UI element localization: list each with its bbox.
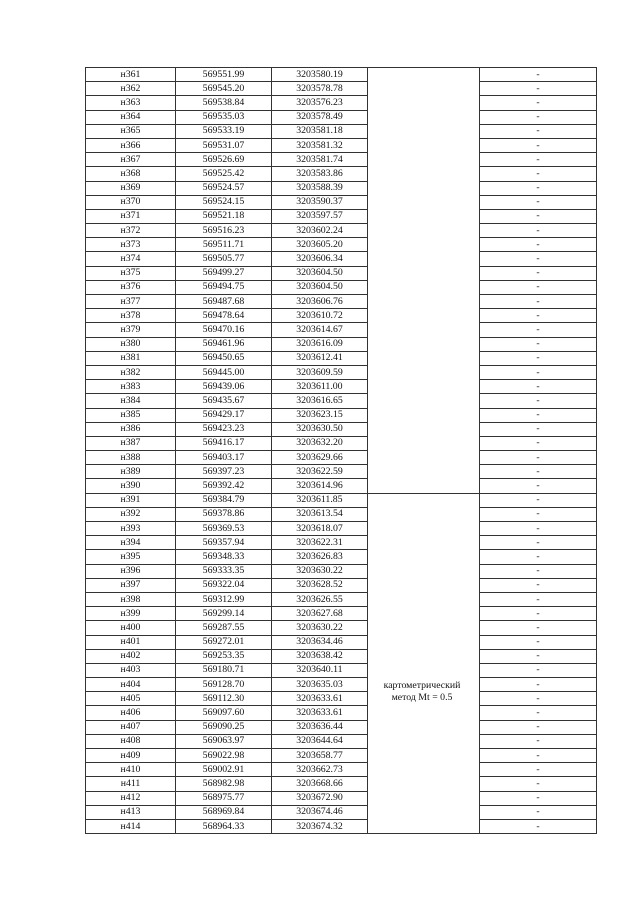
accuracy-cell: - xyxy=(480,536,597,550)
accuracy-cell: - xyxy=(480,138,597,152)
table-row xyxy=(86,82,597,96)
y-coordinate-cell: 3203614.96 xyxy=(272,479,368,493)
point-name-cell: н371 xyxy=(86,209,176,223)
accuracy-cell: - xyxy=(480,734,597,748)
y-coordinate-cell: 3203583.86 xyxy=(272,167,368,181)
accuracy-cell: - xyxy=(480,124,597,138)
accuracy-cell: - xyxy=(480,181,597,195)
table-row xyxy=(86,451,597,465)
accuracy-cell: - xyxy=(480,238,597,252)
point-name-cell: н361 xyxy=(86,68,176,82)
table-row xyxy=(86,96,597,110)
accuracy-cell: - xyxy=(480,621,597,635)
x-coordinate-cell: 569531.07 xyxy=(176,138,272,152)
table-row xyxy=(86,649,597,663)
x-coordinate-cell: 569392.42 xyxy=(176,479,272,493)
table-row xyxy=(86,777,597,791)
point-name-cell: н365 xyxy=(86,124,176,138)
table-row xyxy=(86,692,597,706)
x-coordinate-cell: 569524.15 xyxy=(176,195,272,209)
point-name-cell: н400 xyxy=(86,621,176,635)
accuracy-cell: - xyxy=(480,82,597,96)
method-formula: метод Mt = 0.5 xyxy=(391,692,453,704)
accuracy-cell: - xyxy=(480,592,597,606)
y-coordinate-cell: 3203630.22 xyxy=(272,621,368,635)
point-name-cell: н370 xyxy=(86,195,176,209)
point-name-cell: н385 xyxy=(86,408,176,422)
x-coordinate-cell: 569525.42 xyxy=(176,167,272,181)
x-coordinate-cell: 569499.27 xyxy=(176,266,272,280)
table-row xyxy=(86,819,597,833)
point-name-cell: н395 xyxy=(86,550,176,564)
point-name-cell: н408 xyxy=(86,734,176,748)
x-coordinate-cell: 569494.75 xyxy=(176,280,272,294)
point-name-cell: н380 xyxy=(86,337,176,351)
method-cell xyxy=(368,493,480,834)
x-coordinate-cell: 569299.14 xyxy=(176,607,272,621)
accuracy-cell: - xyxy=(480,635,597,649)
x-coordinate-cell: 569312.99 xyxy=(176,592,272,606)
y-coordinate-cell: 3203635.03 xyxy=(272,678,368,692)
table-row xyxy=(86,394,597,408)
accuracy-cell: - xyxy=(480,578,597,592)
table-row xyxy=(86,295,597,309)
x-coordinate-cell: 569450.65 xyxy=(176,351,272,365)
point-name-cell: н402 xyxy=(86,649,176,663)
x-coordinate-cell: 569180.71 xyxy=(176,663,272,677)
table-row xyxy=(86,309,597,323)
point-name-cell: н384 xyxy=(86,394,176,408)
point-name-cell: н381 xyxy=(86,351,176,365)
point-name-cell: н405 xyxy=(86,692,176,706)
accuracy-cell: - xyxy=(480,479,597,493)
y-coordinate-cell: 3203590.37 xyxy=(272,195,368,209)
point-name-cell: н393 xyxy=(86,522,176,536)
x-coordinate-cell: 569287.55 xyxy=(176,621,272,635)
accuracy-cell: - xyxy=(480,224,597,238)
point-name-cell: н409 xyxy=(86,749,176,763)
accuracy-cell: - xyxy=(480,167,597,181)
accuracy-cell: - xyxy=(480,266,597,280)
accuracy-cell: - xyxy=(480,252,597,266)
accuracy-cell: - xyxy=(480,309,597,323)
accuracy-cell: - xyxy=(480,153,597,167)
point-name-cell: н382 xyxy=(86,365,176,379)
accuracy-cell: - xyxy=(480,295,597,309)
table-row xyxy=(86,422,597,436)
y-coordinate-cell: 3203658.77 xyxy=(272,749,368,763)
accuracy-cell: - xyxy=(480,678,597,692)
x-coordinate-cell: 569112.30 xyxy=(176,692,272,706)
x-coordinate-cell: 569545.20 xyxy=(176,82,272,96)
x-coordinate-cell: 568982.98 xyxy=(176,777,272,791)
x-coordinate-cell: 569478.64 xyxy=(176,309,272,323)
point-name-cell: н391 xyxy=(86,493,176,507)
table-row xyxy=(86,578,597,592)
table-row xyxy=(86,195,597,209)
table-row xyxy=(86,252,597,266)
point-name-cell: н407 xyxy=(86,720,176,734)
x-coordinate-cell: 569445.00 xyxy=(176,365,272,379)
accuracy-cell: - xyxy=(480,408,597,422)
x-coordinate-cell: 569538.84 xyxy=(176,96,272,110)
x-coordinate-cell: 569526.69 xyxy=(176,153,272,167)
point-name-cell: н378 xyxy=(86,309,176,323)
point-name-cell: н364 xyxy=(86,110,176,124)
x-coordinate-cell: 569439.06 xyxy=(176,380,272,394)
x-coordinate-cell: 569403.17 xyxy=(176,451,272,465)
accuracy-cell: - xyxy=(480,791,597,805)
y-coordinate-cell: 3203581.74 xyxy=(272,153,368,167)
table-row xyxy=(86,536,597,550)
point-name-cell: н411 xyxy=(86,777,176,791)
accuracy-cell: - xyxy=(480,692,597,706)
table-row xyxy=(86,763,597,777)
x-coordinate-cell: 569429.17 xyxy=(176,408,272,422)
point-name-cell: н406 xyxy=(86,706,176,720)
x-coordinate-cell: 569505.77 xyxy=(176,252,272,266)
y-coordinate-cell: 3203610.72 xyxy=(272,309,368,323)
table-row xyxy=(86,167,597,181)
point-name-cell: н412 xyxy=(86,791,176,805)
accuracy-cell: - xyxy=(480,749,597,763)
y-coordinate-cell: 3203626.55 xyxy=(272,592,368,606)
y-coordinate-cell: 3203616.09 xyxy=(272,337,368,351)
table-row xyxy=(86,550,597,564)
x-coordinate-cell: 569369.53 xyxy=(176,522,272,536)
table-row xyxy=(86,805,597,819)
x-coordinate-cell: 569384.79 xyxy=(176,493,272,507)
method-label: картометрический xyxy=(383,680,461,692)
y-coordinate-cell: 3203626.83 xyxy=(272,550,368,564)
y-coordinate-cell: 3203630.22 xyxy=(272,564,368,578)
y-coordinate-cell: 3203612.41 xyxy=(272,351,368,365)
y-coordinate-cell: 3203672.90 xyxy=(272,791,368,805)
table-row xyxy=(86,380,597,394)
accuracy-cell: - xyxy=(480,110,597,124)
accuracy-cell: - xyxy=(480,394,597,408)
accuracy-cell: - xyxy=(480,195,597,209)
table-row xyxy=(86,791,597,805)
point-name-cell: н413 xyxy=(86,805,176,819)
table-row xyxy=(86,507,597,521)
accuracy-cell: - xyxy=(480,351,597,365)
point-name-cell: н401 xyxy=(86,635,176,649)
table-row xyxy=(86,592,597,606)
point-name-cell: н404 xyxy=(86,678,176,692)
table-row xyxy=(86,280,597,294)
point-name-cell: н394 xyxy=(86,536,176,550)
table-row xyxy=(86,706,597,720)
accuracy-cell: - xyxy=(480,763,597,777)
method-text xyxy=(370,680,474,704)
table-row xyxy=(86,266,597,280)
y-coordinate-cell: 3203668.66 xyxy=(272,777,368,791)
y-coordinate-cell: 3203611.00 xyxy=(272,380,368,394)
accuracy-cell: - xyxy=(480,436,597,450)
x-coordinate-cell: 568964.33 xyxy=(176,819,272,833)
x-coordinate-cell: 568969.84 xyxy=(176,805,272,819)
accuracy-cell: - xyxy=(480,96,597,110)
table-row xyxy=(86,621,597,635)
y-coordinate-cell: 3203638.42 xyxy=(272,649,368,663)
point-name-cell: н366 xyxy=(86,138,176,152)
accuracy-cell: - xyxy=(480,68,597,82)
point-name-cell: н362 xyxy=(86,82,176,96)
table-row xyxy=(86,479,597,493)
accuracy-cell: - xyxy=(480,422,597,436)
point-name-cell: н374 xyxy=(86,252,176,266)
accuracy-cell: - xyxy=(480,451,597,465)
table-row xyxy=(86,365,597,379)
accuracy-cell: - xyxy=(480,337,597,351)
point-name-cell: н389 xyxy=(86,465,176,479)
y-coordinate-cell: 3203662.73 xyxy=(272,763,368,777)
point-name-cell: н383 xyxy=(86,380,176,394)
y-coordinate-cell: 3203618.07 xyxy=(272,522,368,536)
table-row xyxy=(86,323,597,337)
table-row xyxy=(86,635,597,649)
y-coordinate-cell: 3203674.32 xyxy=(272,819,368,833)
accuracy-cell: - xyxy=(480,323,597,337)
point-name-cell: н363 xyxy=(86,96,176,110)
x-coordinate-cell: 569535.03 xyxy=(176,110,272,124)
y-coordinate-cell: 3203602.24 xyxy=(272,224,368,238)
point-name-cell: н369 xyxy=(86,181,176,195)
x-coordinate-cell: 569253.35 xyxy=(176,649,272,663)
accuracy-cell: - xyxy=(480,720,597,734)
point-name-cell: н375 xyxy=(86,266,176,280)
y-coordinate-cell: 3203623.15 xyxy=(272,408,368,422)
point-name-cell: н387 xyxy=(86,436,176,450)
table-row xyxy=(86,436,597,450)
y-coordinate-cell: 3203609.59 xyxy=(272,365,368,379)
table-row xyxy=(86,181,597,195)
y-coordinate-cell: 3203630.50 xyxy=(272,422,368,436)
coordinates-table-body xyxy=(86,68,597,834)
accuracy-cell: - xyxy=(480,777,597,791)
y-coordinate-cell: 3203581.32 xyxy=(272,138,368,152)
y-coordinate-cell: 3203644.64 xyxy=(272,734,368,748)
table-row xyxy=(86,209,597,223)
y-coordinate-cell: 3203634.46 xyxy=(272,635,368,649)
accuracy-cell: - xyxy=(480,522,597,536)
y-coordinate-cell: 3203597.57 xyxy=(272,209,368,223)
y-coordinate-cell: 3203640.11 xyxy=(272,663,368,677)
table-row xyxy=(86,678,597,692)
table-row xyxy=(86,564,597,578)
point-name-cell: н392 xyxy=(86,507,176,521)
table-row xyxy=(86,224,597,238)
x-coordinate-cell: 569357.94 xyxy=(176,536,272,550)
y-coordinate-cell: 3203622.59 xyxy=(272,465,368,479)
table-row xyxy=(86,153,597,167)
y-coordinate-cell: 3203674.46 xyxy=(272,805,368,819)
x-coordinate-cell: 569090.25 xyxy=(176,720,272,734)
x-coordinate-cell: 569416.17 xyxy=(176,436,272,450)
table-row xyxy=(86,138,597,152)
point-name-cell: н377 xyxy=(86,295,176,309)
x-coordinate-cell: 569435.67 xyxy=(176,394,272,408)
accuracy-cell: - xyxy=(480,465,597,479)
accuracy-cell: - xyxy=(480,550,597,564)
y-coordinate-cell: 3203606.34 xyxy=(272,252,368,266)
table-row xyxy=(86,607,597,621)
point-name-cell: н386 xyxy=(86,422,176,436)
table-row xyxy=(86,749,597,763)
accuracy-cell: - xyxy=(480,209,597,223)
x-coordinate-cell: 569378.86 xyxy=(176,507,272,521)
x-coordinate-cell: 569423.23 xyxy=(176,422,272,436)
x-coordinate-cell: 569333.35 xyxy=(176,564,272,578)
x-coordinate-cell: 569470.16 xyxy=(176,323,272,337)
x-coordinate-cell: 569322.04 xyxy=(176,578,272,592)
y-coordinate-cell: 3203580.19 xyxy=(272,68,368,82)
x-coordinate-cell: 569348.33 xyxy=(176,550,272,564)
table-row xyxy=(86,720,597,734)
accuracy-cell: - xyxy=(480,280,597,294)
x-coordinate-cell: 569461.96 xyxy=(176,337,272,351)
point-name-cell: н376 xyxy=(86,280,176,294)
x-coordinate-cell: 569511.71 xyxy=(176,238,272,252)
y-coordinate-cell: 3203627.68 xyxy=(272,607,368,621)
table-row xyxy=(86,68,597,82)
x-coordinate-cell: 569516.23 xyxy=(176,224,272,238)
accuracy-cell: - xyxy=(480,380,597,394)
table-row xyxy=(86,337,597,351)
y-coordinate-cell: 3203632.20 xyxy=(272,436,368,450)
point-name-cell: н373 xyxy=(86,238,176,252)
y-coordinate-cell: 3203578.78 xyxy=(272,82,368,96)
y-coordinate-cell: 3203628.52 xyxy=(272,578,368,592)
point-name-cell: н372 xyxy=(86,224,176,238)
x-coordinate-cell: 569022.98 xyxy=(176,749,272,763)
x-coordinate-cell: 569272.01 xyxy=(176,635,272,649)
point-name-cell: н368 xyxy=(86,167,176,181)
point-name-cell: н396 xyxy=(86,564,176,578)
point-name-cell: н397 xyxy=(86,578,176,592)
y-coordinate-cell: 3203633.61 xyxy=(272,706,368,720)
accuracy-cell: - xyxy=(480,706,597,720)
y-coordinate-cell: 3203576.23 xyxy=(272,96,368,110)
x-coordinate-cell: 569097.60 xyxy=(176,706,272,720)
point-name-cell: н379 xyxy=(86,323,176,337)
y-coordinate-cell: 3203616.65 xyxy=(272,394,368,408)
accuracy-cell: - xyxy=(480,493,597,507)
table-row xyxy=(86,734,597,748)
y-coordinate-cell: 3203604.50 xyxy=(272,280,368,294)
point-name-cell: н390 xyxy=(86,479,176,493)
table-row xyxy=(86,522,597,536)
method-cell-empty xyxy=(368,68,480,494)
coordinates-table xyxy=(85,67,597,834)
accuracy-cell: - xyxy=(480,805,597,819)
point-name-cell: н403 xyxy=(86,663,176,677)
y-coordinate-cell: 3203578.49 xyxy=(272,110,368,124)
table-row xyxy=(86,351,597,365)
accuracy-cell: - xyxy=(480,607,597,621)
table-row xyxy=(86,663,597,677)
y-coordinate-cell: 3203636.44 xyxy=(272,720,368,734)
x-coordinate-cell: 569063.97 xyxy=(176,734,272,748)
x-coordinate-cell: 569397.23 xyxy=(176,465,272,479)
point-name-cell: н398 xyxy=(86,592,176,606)
x-coordinate-cell: 569487.68 xyxy=(176,295,272,309)
y-coordinate-cell: 3203588.39 xyxy=(272,181,368,195)
x-coordinate-cell: 569002.91 xyxy=(176,763,272,777)
y-coordinate-cell: 3203606.76 xyxy=(272,295,368,309)
x-coordinate-cell: 569533.19 xyxy=(176,124,272,138)
point-name-cell: н367 xyxy=(86,153,176,167)
x-coordinate-cell: 569524.57 xyxy=(176,181,272,195)
y-coordinate-cell: 3203605.20 xyxy=(272,238,368,252)
table-row xyxy=(86,465,597,479)
y-coordinate-cell: 3203613.54 xyxy=(272,507,368,521)
x-coordinate-cell: 569128.70 xyxy=(176,678,272,692)
table-row xyxy=(86,124,597,138)
y-coordinate-cell: 3203633.61 xyxy=(272,692,368,706)
y-coordinate-cell: 3203581.18 xyxy=(272,124,368,138)
y-coordinate-cell: 3203611.85 xyxy=(272,493,368,507)
accuracy-cell: - xyxy=(480,819,597,833)
y-coordinate-cell: 3203604.50 xyxy=(272,266,368,280)
y-coordinate-cell: 3203622.31 xyxy=(272,536,368,550)
table-row xyxy=(86,493,597,507)
accuracy-cell: - xyxy=(480,564,597,578)
accuracy-cell: - xyxy=(480,365,597,379)
accuracy-cell: - xyxy=(480,663,597,677)
x-coordinate-cell: 569551.99 xyxy=(176,68,272,82)
table-row xyxy=(86,110,597,124)
point-name-cell: н399 xyxy=(86,607,176,621)
accuracy-cell: - xyxy=(480,649,597,663)
x-coordinate-cell: 569521.18 xyxy=(176,209,272,223)
point-name-cell: н414 xyxy=(86,819,176,833)
y-coordinate-cell: 3203614.67 xyxy=(272,323,368,337)
x-coordinate-cell: 568975.77 xyxy=(176,791,272,805)
table-row xyxy=(86,238,597,252)
y-coordinate-cell: 3203629.66 xyxy=(272,451,368,465)
point-name-cell: н410 xyxy=(86,763,176,777)
accuracy-cell: - xyxy=(480,507,597,521)
point-name-cell: н388 xyxy=(86,451,176,465)
table-row xyxy=(86,408,597,422)
